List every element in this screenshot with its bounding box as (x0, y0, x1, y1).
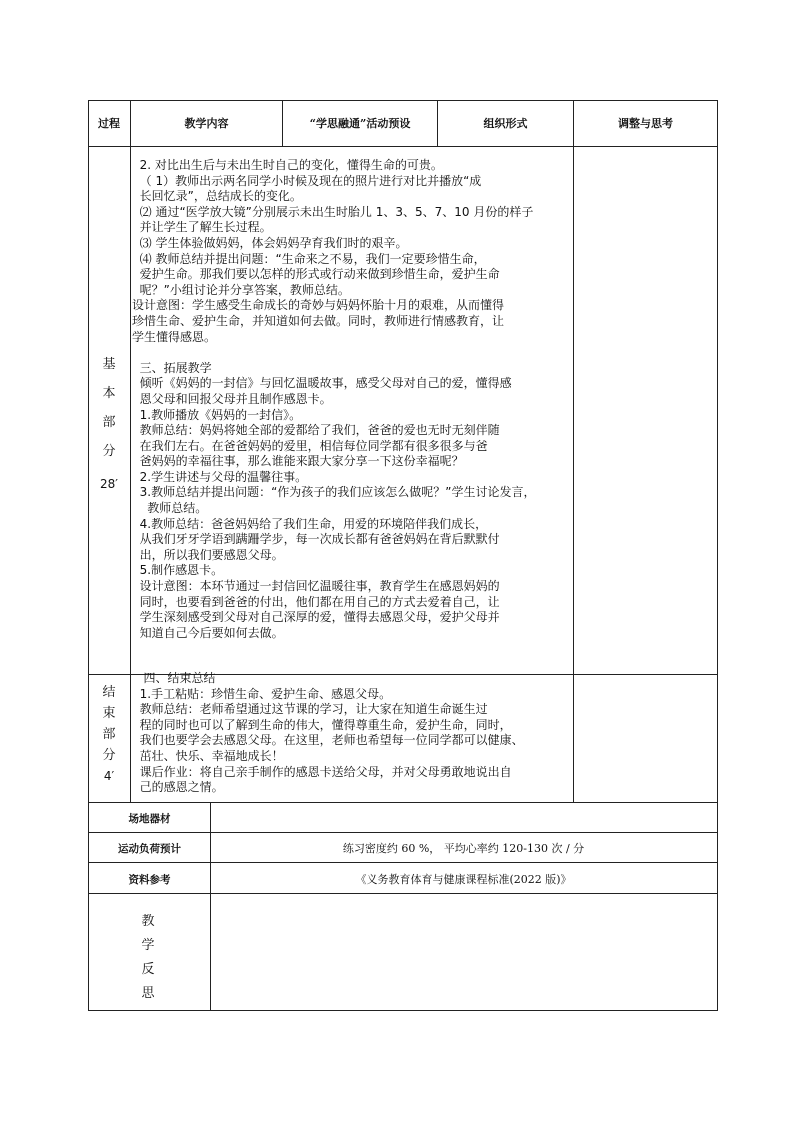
load-row-divider (88, 862, 718, 863)
basic-section-label (88, 354, 130, 495)
header-activity-preset: “学思融通”活动预设 (309, 117, 411, 130)
venue-label: 场地器材 (128, 813, 171, 825)
table-border-right (717, 100, 718, 1010)
load-value: 练习密度约 60 %， 平均心率约 120-130 次 / 分 (342, 842, 585, 855)
header-teaching-content: 教学内容 (184, 117, 229, 130)
header-row-divider (88, 146, 718, 147)
reflection-label-char: 学 (141, 938, 155, 953)
basic-label-char: 部 (102, 415, 116, 430)
header-organization-form: 组织形式 (483, 117, 528, 130)
ending-label-char: 束 (102, 706, 116, 721)
reference-value: 《义务教育体育与健康课程标准(2022 版)》 (355, 873, 572, 886)
ending-label-char: 部 (102, 727, 116, 742)
reflection-label (127, 910, 169, 1006)
load-label: 运动负荷预计 (118, 843, 181, 855)
header-adjust-reflect: 调整与思考 (618, 117, 673, 130)
reflection-label-char: 反 (141, 962, 155, 977)
ending-section-divider (88, 802, 718, 803)
reflection-label-char: 教 (141, 914, 155, 929)
basic-section-content: 2. 对比出生后与未出生时自己的变化，懂得生命的可贵。 （ 1）教师出示两名同学小时候及现在的照片进行对比并播放“成 长回忆录”，总结成长的变化。 ⑵ 通过“医学放大镜”分别展示未出生时胎儿 1、3、5、7、10 月份的样子 并让学生了解生长过程。 ⑶ 学生体验做妈妈，体会妈妈孕育我们时的艰辛。 ⑷ 教师总结并提出问题：“生命来之不易，我们一定要珍惜生命， 爱护生命。那我们要以怎样的形式或行动来做到珍惜生命，爱护生命 呢？”小组讨论并分享答案，教师总结。 设计意图：学生感受生命成长的奇妙与妈妈怀胎十月的艰难，从而懂得 珍惜生命、爱护生命，并知道如何去做。同时，教师进行情感教育，让 学生懂得感恩。 三、拓展教学 倾听《妈妈的一封信》与回忆温暖故事，感受父母对自己的爱，懂得感 恩父母和回报父母并且制作感恩卡。 1.教师播放《妈妈的一封信》。 教师总结：妈妈将她全部的爱都给了我们，爸爸的爱也无时无刻伴随 在我们左右。在爸爸妈妈的爱里，相信每位同学都有很多很多与爸 爸妈妈的幸福往事，那么谁能来跟大家分享一下这份幸福呢？ 2.学生讲述与父母的温馨往事。 3.教师总结并提出问题：“作为孩子的我们应该怎么做呢？”学生讨论发言， 教师总结。 4.教师总结：爸爸妈妈给了我们生命，用爱的环境陪伴我们成长， 从我们牙牙学语到蹒跚学步，每一次成长都有爸爸妈妈在背后默默付 出，所以我们要感恩父母。 5.制作感恩卡。 设计意图：本环节通过一封信回忆温暖往事，教育学生在感恩妈妈的 同时，也要看到爸爸的付出，他们都在用自己的方式去爱着自己，让 学生深刻感受到父母对自己深厚的爱，懂得去感恩父母，爱护父母并 知道自己今后要如何去做。 (132, 158, 536, 640)
content-col-divider (573, 100, 574, 802)
reference-label: 资料参考 (128, 874, 171, 886)
ending-label-char: 分 (102, 748, 116, 763)
ending-section-content: 四、结束总结 1.手工粘贴：珍惜生命、爱护生命、感恩父母。 教师总结：老师希望通过这节课的学习，让大家在知道生命诞生过 程的同时也可以了解到生命的伟大，懂得尊重生命，爱护生命，同时， 我们也要学会去感恩父母。在这里，老师也希望每一位同学都可以健康、 茁壮、快乐、幸福地成长！ 课后作业：将自己亲手制作的感恩卡送给父母，并对父母勇敢地说出自 己的感恩之情。 (139, 671, 524, 795)
venue-row-divider (88, 832, 718, 833)
basic-label-char: 基 (102, 357, 116, 372)
ending-label-char: 结 (102, 685, 116, 700)
table-border-bottom (88, 1010, 718, 1011)
footer-col-divider (210, 802, 211, 1010)
basic-label-char: 分 (102, 444, 116, 459)
process-col-divider (130, 100, 131, 802)
basic-duration: 28′ (100, 477, 118, 491)
ending-section-label (88, 682, 130, 787)
ending-duration: 4′ (103, 769, 115, 783)
reflection-label-char: 思 (141, 986, 155, 1001)
ref-row-divider (88, 893, 718, 894)
basic-label-char: 本 (102, 386, 116, 401)
header-process: 过程 (98, 117, 120, 130)
